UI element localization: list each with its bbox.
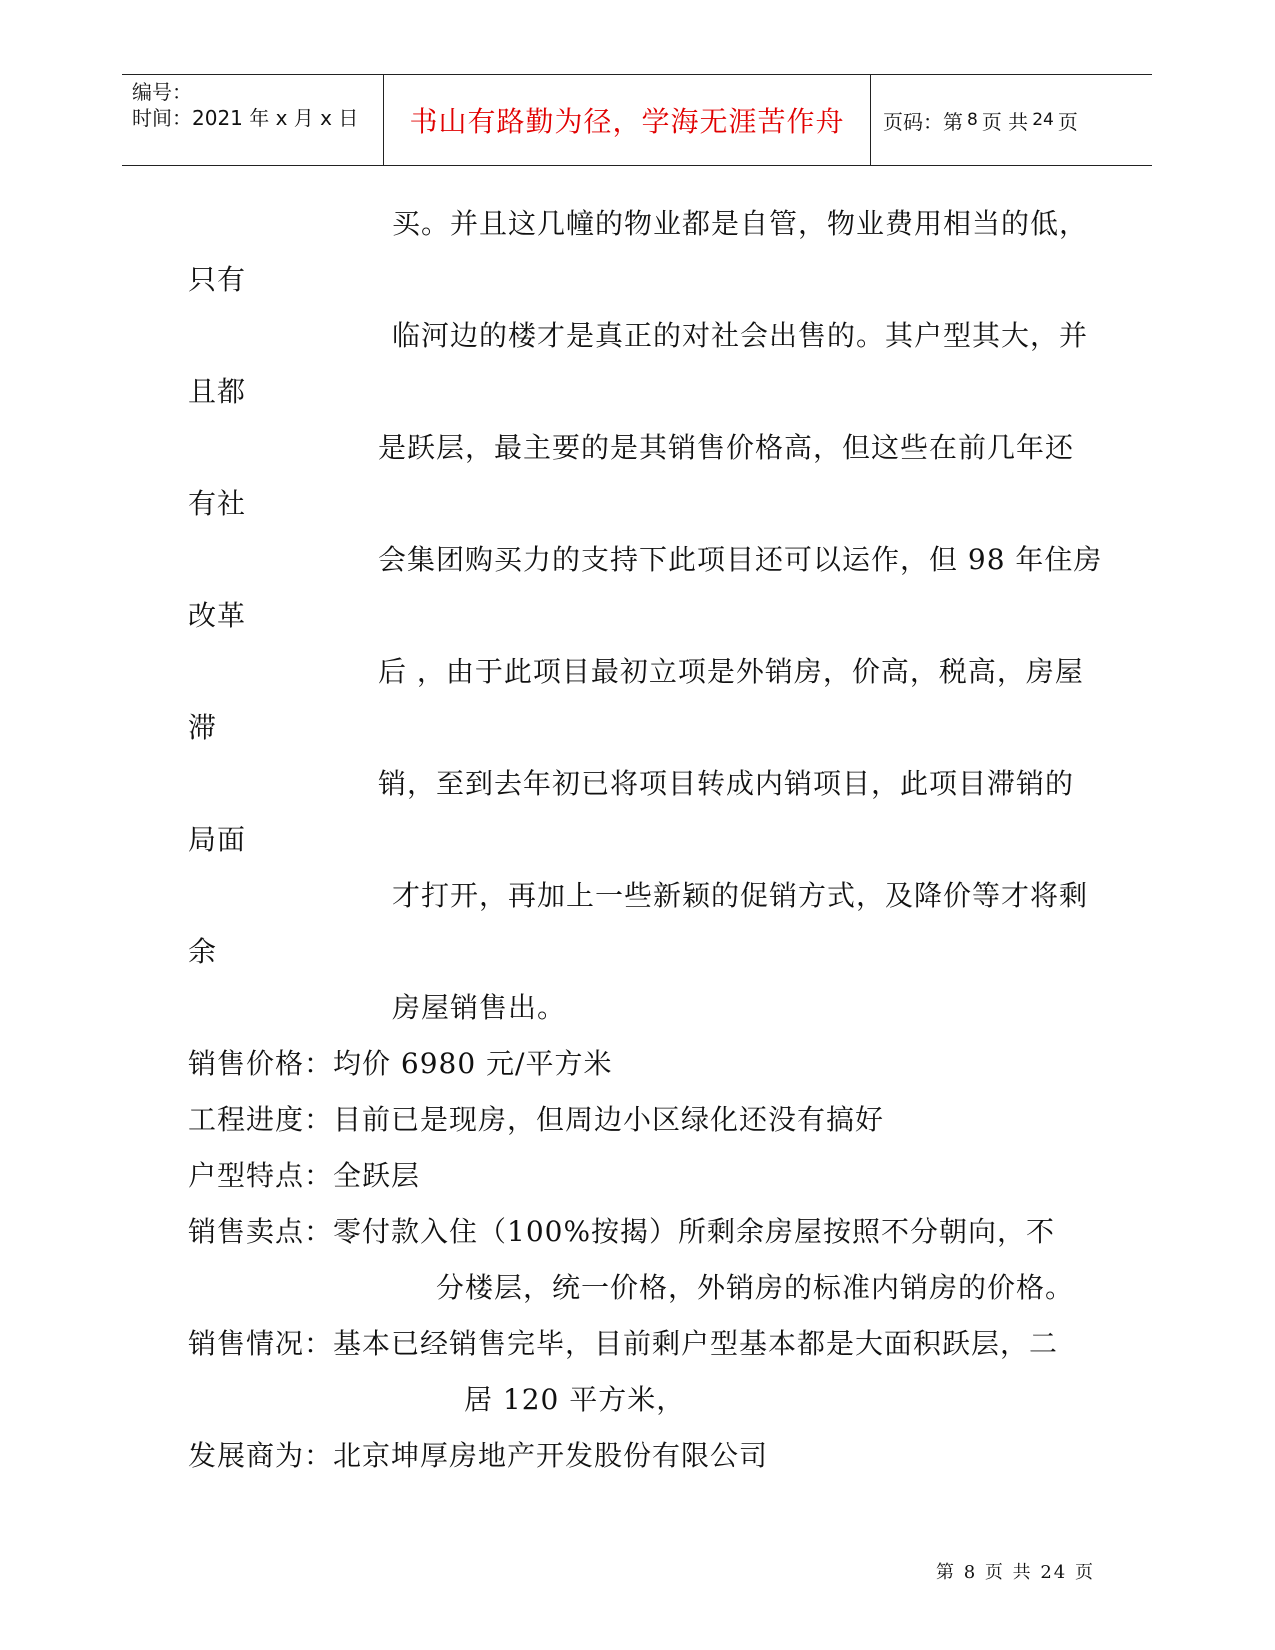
body-line: 销售卖点：零付款入住（100%按揭）所剩余房屋按照不分朝向，不 [188,1215,1056,1248]
body-line: 会集团购买力的支持下此项目还可以运作，但 98 年住房 [378,543,1103,576]
body-line: 销售情况：基本已经销售完毕，目前剩户型基本都是大面积跃层，二 [188,1327,1059,1360]
body-line: 临河边的楼才是真正的对社会出售的。其户型其大，并 [392,319,1089,352]
body-line: 后 ，由于此项目最初立项是外销房，价高，税高，房屋 [378,655,1084,688]
body-line: 户型特点：全跃层 [188,1159,421,1192]
body-line: 有社 [188,487,247,520]
body-line: 销，至到去年初已将项目转成内销项目，此项目滞销的 [378,767,1075,800]
body-line: 发展商为：北京坤厚房地产开发股份有限公司 [188,1439,769,1472]
page-current: 8 [967,110,978,130]
body-line: 买。并且这几幢的物业都是自管，物业费用相当的低， [392,207,1089,240]
body-line: 滞 [188,711,218,744]
body-line: 才打开，再加上一些新颖的促销方式，及降价等才将剩 [392,879,1089,912]
body-line: 是跃层，最主要的是其销售价格高，但这些在前几年还 [378,431,1075,464]
serial-label: 编号： [132,80,192,104]
date-label: 时间：2021 年 x 月 x 日 [132,106,359,130]
body-line: 销售价格：均价 6980 元/平方米 [188,1047,613,1080]
header-motto: 书山有路勤为径，学海无涯苦作舟 [384,75,871,165]
body-line: 只有 [188,263,247,296]
page-mid: 页 共 [981,109,1029,134]
body-line: 房屋销售出。 [392,991,567,1024]
body-line: 局面 [188,823,247,856]
header-page-info [871,75,1152,165]
page-footer: 第 8 页 共 24 页 [936,1562,1095,1583]
body-line: 且都 [188,375,247,408]
body-line: 改革 [188,599,247,632]
body-line: 余 [188,935,218,968]
body-line: 居 120 平方米， [464,1383,686,1416]
body-line: 工程进度：目前已是现房，但周边小区绿化还没有搞好 [188,1103,885,1136]
page-header [122,74,1152,166]
page-suffix: 页 [1057,109,1078,134]
body-line: 分楼层，统一价格，外销房的标准内销房的价格。 [436,1271,1075,1304]
page-prefix: 页码：第 [883,109,963,134]
header-meta-cell [122,75,384,165]
page-total: 24 [1032,110,1054,130]
